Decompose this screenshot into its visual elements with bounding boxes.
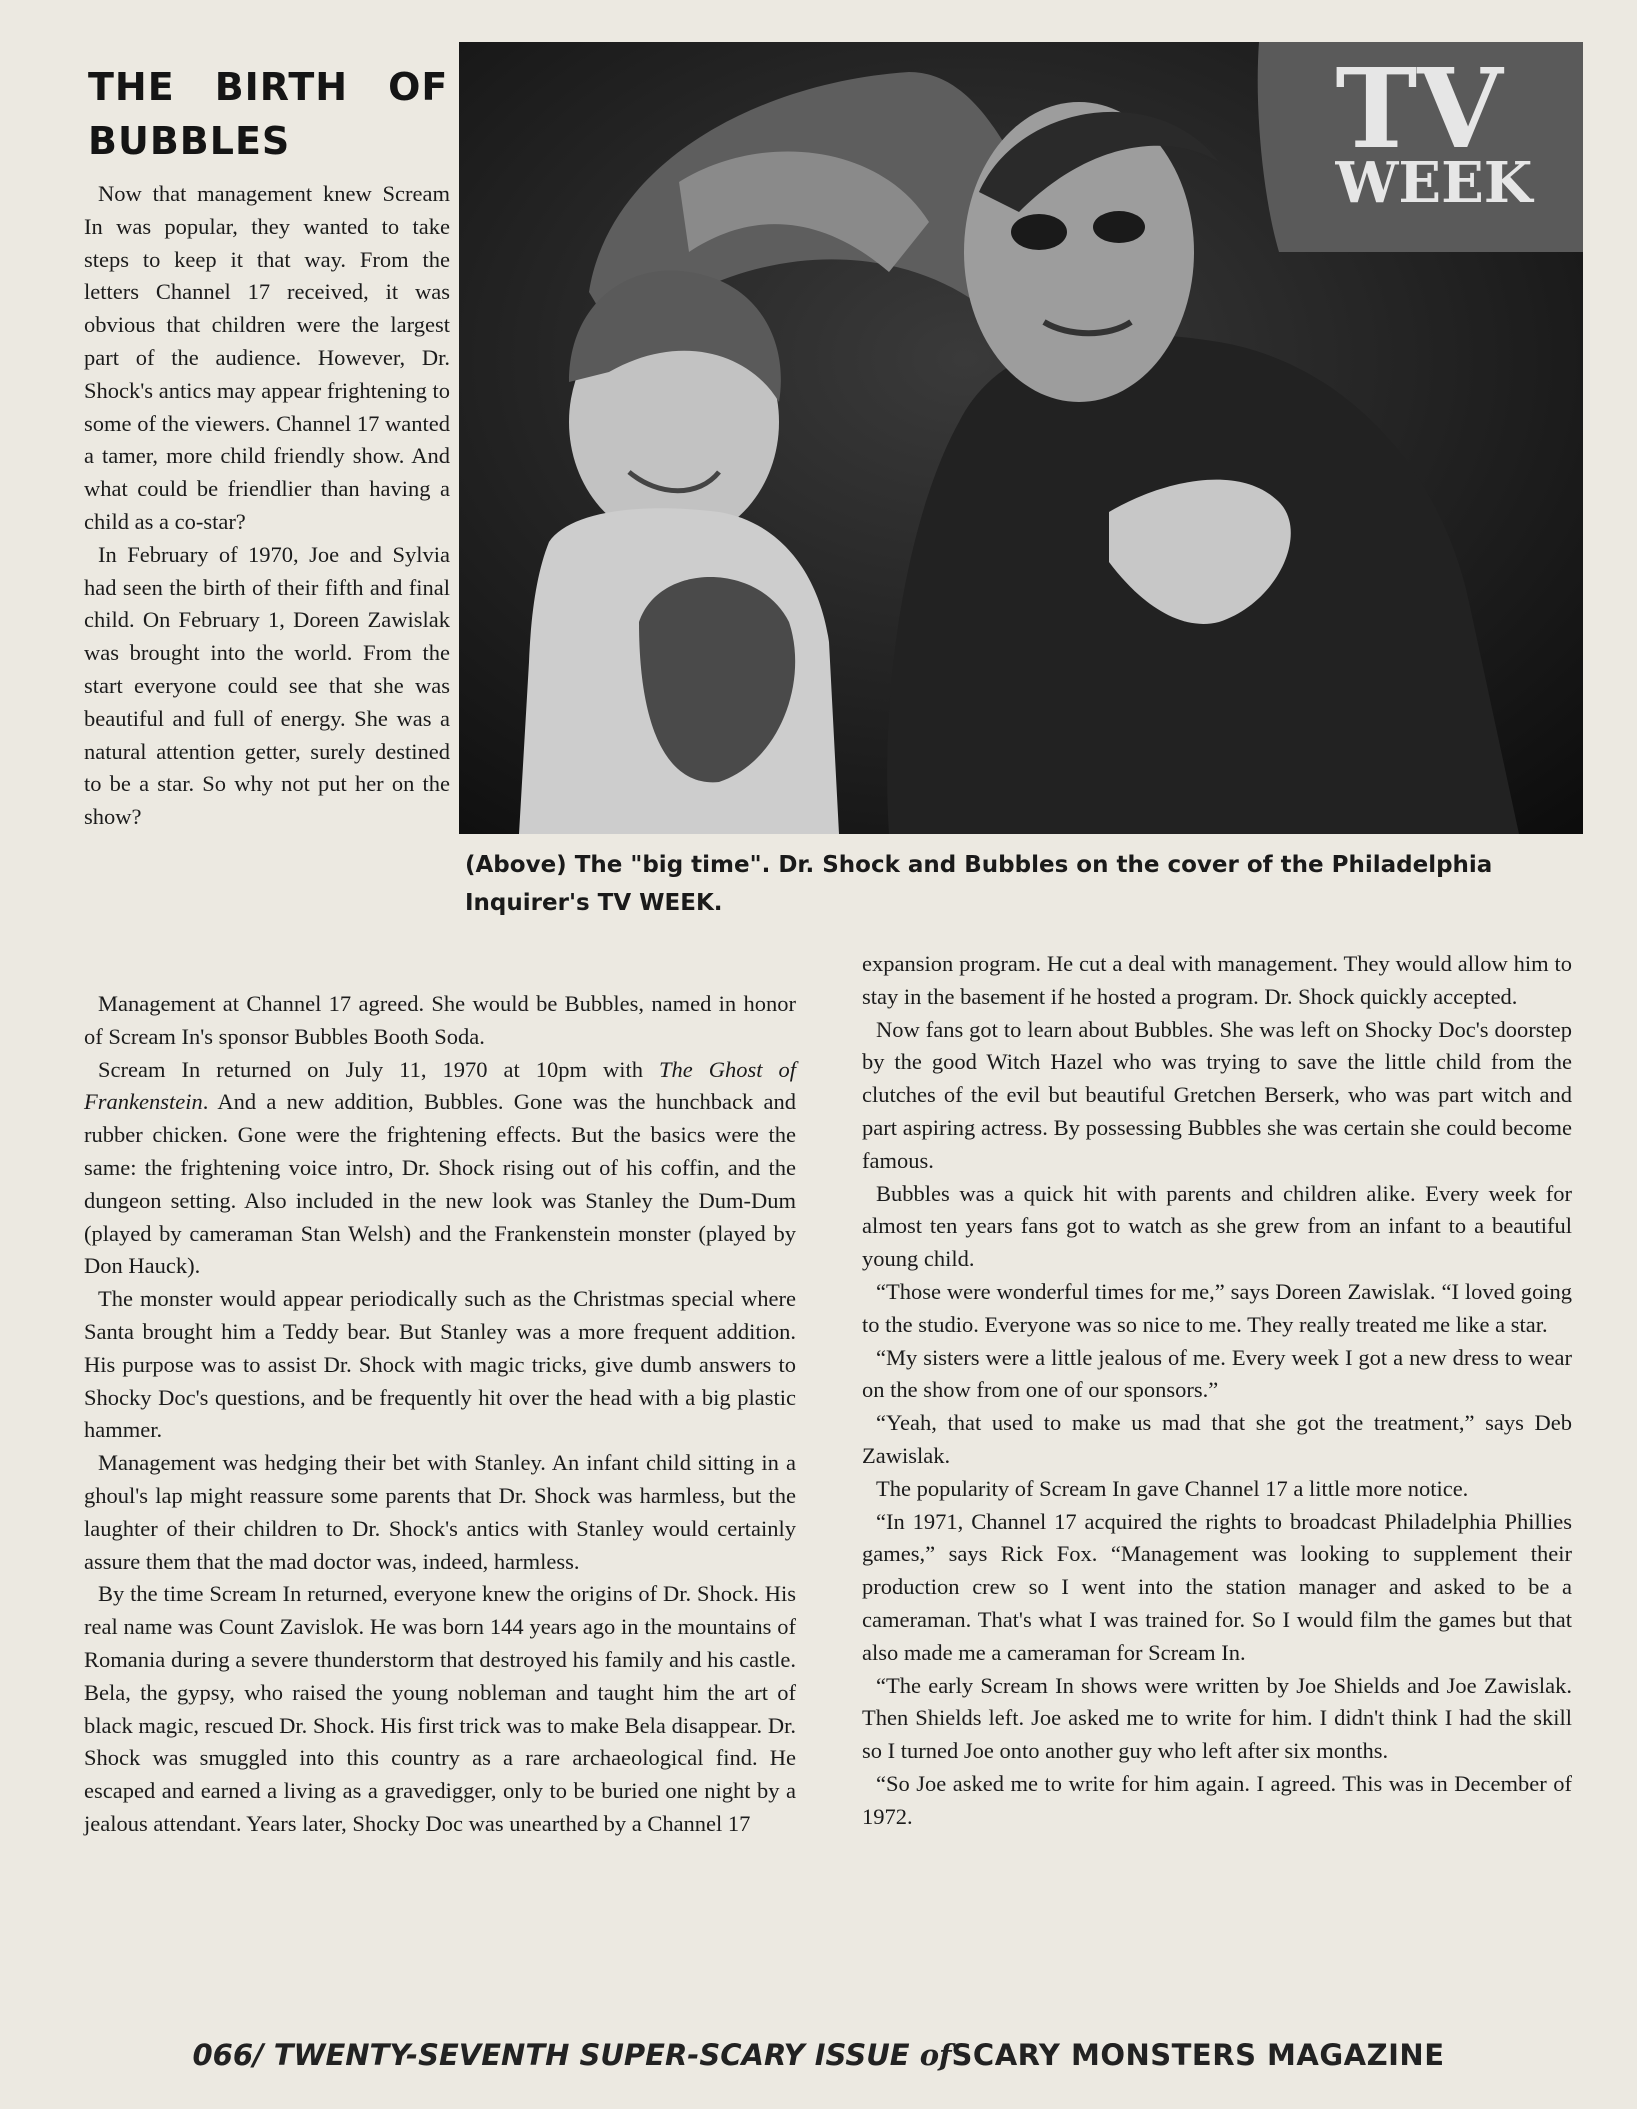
article-column-narrow [84, 178, 450, 834]
text-run: Scream In returned on July 11, 1970 at 10pm with [98, 1056, 659, 1082]
headline-line-1 [88, 60, 458, 114]
paragraph: Management at Channel 17 agreed. She would be Bubbles, named in honor of Scream In's sponsor Bubbles Booth Soda. [84, 991, 796, 1049]
paragraph: By the time Scream In returned, everyone knew the origins of Dr. Shock. His real name was Count Zavislok. He was born 144 years ago in the mountains of Romania during a severe thunderstorm that destroyed his family and his castle. Bela, the gypsy, who raised the young nobleman and taught him the art of black magic, rescued Dr. Shock. His first trick was to make Bela disappear. Dr. Shock was smuggled into this country as a rare archaeological find. He escaped and earned a living as a gravedigger, only to be buried one night by a jealous attendant. Years later, Shocky Doc was unearthed by a Channel 17 [84, 1581, 796, 1836]
text-run: . And a new addition, Bubbles. Gone was the hunchback and rubber chicken. Gone were the frightening effects. But the basics were the same: the frightening voice intro, Dr. Shock rising out of his coffin, and the dungeon setting. Also included in the new look was Stanley the Dum-Dum (played by cameraman Stan Welsh) and the Frankenstein monster (played by Don Hauck). [84, 1089, 796, 1279]
footer-of: of [919, 2038, 952, 2072]
paragraph: In February of 1970, Joe and Sylvia had seen the birth of their fifth and final child. On February 1, Doreen Zawislak was brought into the world. From the start everyone could see that she was beautiful and full of energy. She was a natural attention getter, surely destined to be a star. So why not put her on the show? [84, 541, 450, 830]
photo-illustration [459, 42, 1583, 834]
paragraph: “So Joe asked me to write for him again. I agreed. This was in December of 1972. [862, 1770, 1572, 1829]
footer-magazine-name: SCARY MONSTERS MAGAZINE [951, 2038, 1445, 2072]
paragraph: Bubbles was a quick hit with parents and children alike. Every week for almost ten years fans got to watch as she grew from an infant to a beautiful young child. [862, 1180, 1572, 1272]
headline-word-of: OF [388, 65, 449, 109]
headline-word-birth: BIRTH [214, 65, 349, 109]
paragraph: The popularity of Scream In gave Channel 17 a little more notice. [876, 1475, 1469, 1501]
paragraph: “Those were wonderful times for me,” says Doreen Zawislak. “I loved going to the studio. Everyone was so nice to me. They really treated me like a star. [862, 1278, 1572, 1337]
article-column-left [84, 988, 796, 1841]
headline-line-2: BUBBLES [88, 119, 291, 163]
article-headline [88, 60, 458, 168]
paragraph: Now that management knew Scream In was popular, they wanted to take steps to keep it that way. From the letters Channel 17 received, it was obvious that children were the largest part of the audience. However, Dr. Shock's antics may appear frightening to some of the viewers. Channel 17 wanted a tamer, more child friendly show. And what could be friendlier than having a child as a co-star? [84, 181, 450, 534]
paragraph: The monster would appear periodically such as the Christmas special where Santa brought him a Teddy bear. But Stanley was a more frequent addition. His purpose was to assist Dr. Shock with magic tricks, give dumb answers to Shocky Doc's questions, and be frequently hit over the head with a big plastic hammer. [84, 1286, 796, 1443]
page-footer [0, 2038, 1637, 2072]
paragraph: Now fans got to learn about Bubbles. She was left on Shocky Doc's doorstep by the good Witch Hazel who was trying to save the little child from the clutches of the evil but beautiful Gretchen Berserk, who was part witch and part aspiring actress. By possessing Bubbles she was certain she could become famous. [862, 1016, 1572, 1173]
paragraph [84, 1054, 796, 1284]
film-title: The Ghost of Frankenstein [84, 1056, 796, 1115]
headline-word-the: THE [88, 65, 175, 109]
dr-shock-bubbles-photo [459, 42, 1583, 834]
photo-caption: (Above) The "big time". Dr. Shock and Bubbles on the cover of the Philadelphia Inquirer's TV WEEK. [465, 852, 1493, 916]
paragraph: “Yeah, that used to make us mad that she got the treatment,” says Deb Zawislak. [862, 1410, 1572, 1468]
sign-tv-text: TV [1335, 44, 1503, 173]
paragraph: “My sisters were a little jealous of me. Every week I got a new dress to wear on the show from one of our sponsors.” [862, 1344, 1572, 1403]
paragraph: “In 1971, Channel 17 acquired the rights to broadcast Philadelphia Phillies games,” says Rick Fox. “Management was looking to supplement their production crew so I went into the station manager and asked to be a cameraman. That's what I was trained for. So I would film the games but that also made me a cameraman for Scream In. [862, 1508, 1572, 1665]
paragraph: “The early Scream In shows were written by Joe Shields and Joe Zawislak. Then Shields left. Joe asked me to write for him. I didn't think I had the skill so I turned Joe onto another guy who left after six months. [862, 1672, 1572, 1764]
sign-week-text: WEEK [1335, 150, 1533, 216]
paragraph: expansion program. He cut a deal with management. They would allow him to stay in the basement if he hosted a program. Dr. Shock quickly accepted. [862, 951, 1572, 1009]
footer-page-issue: 066/ TWENTY-SEVENTH SUPER-SCARY ISSUE [192, 2038, 920, 2072]
paragraph: Management was hedging their bet with Stanley. An infant child sitting in a ghoul's lap might reassure some parents that Dr. Shock was harmless, but the laughter of their children to Dr. Shock's antics with Stanley would certainly assure them that the mad doctor was, indeed, harmless. [84, 1450, 796, 1574]
article-column-right [862, 948, 1572, 1834]
